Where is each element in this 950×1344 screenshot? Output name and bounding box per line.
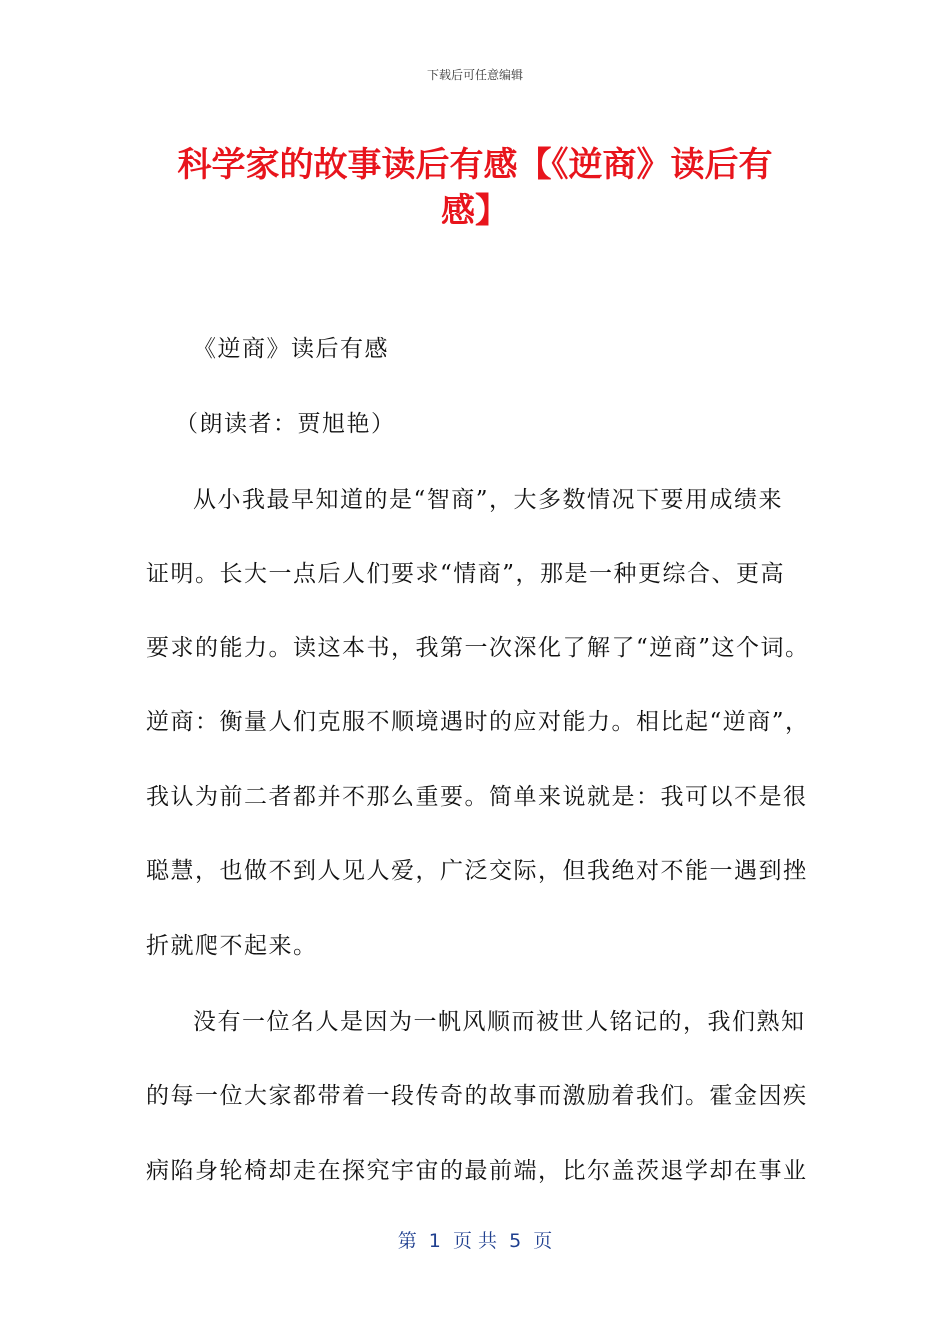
paragraph-1-line-7: 折就爬不起来。 bbox=[146, 933, 318, 959]
document-title bbox=[150, 142, 800, 234]
paragraph-2-line-2: 的每一位大家都带着一段传奇的故事而激励着我们。霍金因疾 bbox=[146, 1083, 808, 1109]
paragraph-1-line-4: 逆商：衡量人们克服不顺境遇时的应对能力。相比起“逆商”， bbox=[146, 709, 810, 735]
page-footer: 第 1 页 共 5 页 bbox=[397, 1230, 553, 1252]
title-line-2: 感】 bbox=[441, 191, 509, 231]
reader-credit: （朗读者：贾旭艳） bbox=[175, 411, 396, 437]
paragraph-1-line-5: 我认为前二者都并不那么重要。简单来说就是：我可以不是很 bbox=[146, 784, 808, 810]
subtitle: 《逆商》读后有感 bbox=[193, 336, 389, 362]
header-note: 下载后可任意编辑 bbox=[426, 68, 523, 82]
paragraph-1-line-6: 聪慧，也做不到人见人爱，广泛交际，但我绝对不能一遇到挫 bbox=[146, 858, 808, 884]
title-line-1: 科学家的故事读后有感【《逆商》读后有 bbox=[177, 145, 773, 185]
paragraph-1-line-3: 要求的能力。读这本书，我第一次深化了解了“逆商”这个词。 bbox=[146, 635, 810, 661]
paragraph-1-line-2: 证明。长大一点后人们要求“情商”，那是一种更综合、更高 bbox=[146, 561, 786, 587]
paragraph-1-line-1: 从小我最早知道的是“智商”，大多数情况下要用成绩来 bbox=[193, 487, 784, 513]
paragraph-2-line-1: 没有一位名人是因为一帆风顺而被世人铭记的，我们熟知 bbox=[193, 1009, 806, 1035]
paragraph-2-line-3: 病陷身轮椅却走在探究宇宙的最前端，比尔盖茨退学却在事业 bbox=[146, 1158, 808, 1184]
